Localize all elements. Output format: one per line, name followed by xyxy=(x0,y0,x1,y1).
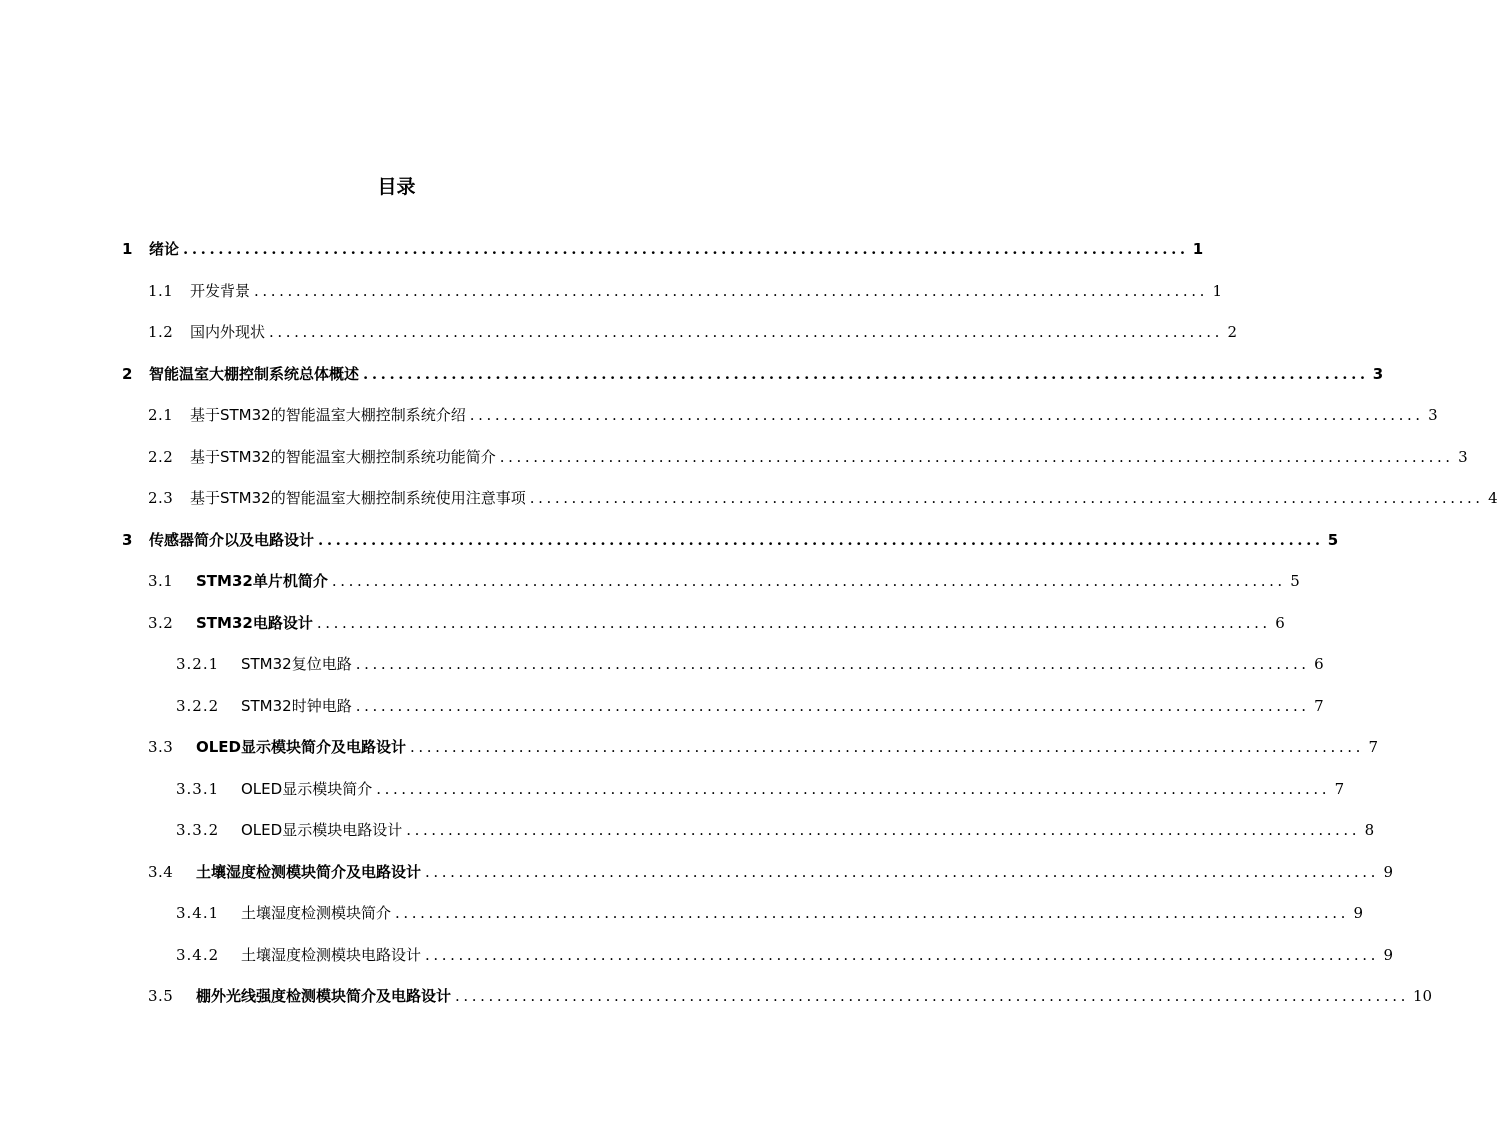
toc-entry[interactable] xyxy=(122,237,1204,261)
toc-leader-dots: .................................................................................................................. xyxy=(376,780,1331,798)
toc-number: 2.3 xyxy=(148,489,174,507)
toc-entry[interactable] xyxy=(148,279,1222,303)
toc-number: 3.4 xyxy=(148,863,174,881)
toc-title: OLED显示模块简介 xyxy=(241,780,373,798)
toc-title: STM32时钟电路 xyxy=(241,697,352,715)
toc-title: 绪论 xyxy=(149,240,180,258)
toc-entry[interactable] xyxy=(122,528,1339,552)
toc-title: 智能温室大棚控制系统总体概述 xyxy=(149,365,360,383)
toc-leader-dots: .................................................................................................................. xyxy=(455,987,1409,1005)
toc-title: 基于STM32的智能温室大棚控制系统介绍 xyxy=(190,406,466,424)
toc-page-number: 1 xyxy=(1192,240,1204,258)
toc-title: 棚外光线强度检测模块简介及电路设计 xyxy=(196,987,452,1005)
toc-page-number: 4 xyxy=(1488,489,1498,507)
toc-entry[interactable] xyxy=(122,362,1384,386)
toc-title: 基于STM32的智能温室大棚控制系统使用注意事项 xyxy=(190,489,526,507)
toc-number: 3.2.1 xyxy=(176,655,220,673)
toc-page-number: 7 xyxy=(1368,738,1378,756)
toc-page-number: 3 xyxy=(1428,406,1438,424)
toc-leader-dots: .................................................................................................................. xyxy=(254,282,1208,300)
toc-leader-dots: .................................................................................................................. xyxy=(355,697,1310,715)
toc-page-number: 6 xyxy=(1275,614,1285,632)
toc-page-number: 3 xyxy=(1458,448,1468,466)
toc-title: 土壤湿度检测模块简介 xyxy=(241,904,392,922)
toc-leader-dots: .................................................................................................................. xyxy=(410,738,1364,756)
toc-entry[interactable] xyxy=(176,901,1363,925)
toc-number: 2.2 xyxy=(148,448,174,466)
toc-leader-dots: .................................................................................................................. xyxy=(183,240,1189,258)
toc-title: 国内外现状 xyxy=(190,323,266,341)
toc-number: 3.3 xyxy=(148,738,174,756)
toc-page-number: 5 xyxy=(1327,531,1339,549)
toc-number: 2 xyxy=(122,365,133,383)
toc-entry[interactable] xyxy=(148,735,1378,759)
toc-page-number: 10 xyxy=(1412,987,1433,1005)
toc-number: 1.2 xyxy=(148,323,174,341)
toc-leader-dots: .................................................................................................................. xyxy=(355,655,1310,673)
toc-leader-dots: .................................................................................................................. xyxy=(406,821,1361,839)
toc-page-number: 9 xyxy=(1383,863,1393,881)
toc-page-number: 2 xyxy=(1227,323,1237,341)
toc-number: 3 xyxy=(122,531,133,549)
toc-entry[interactable] xyxy=(148,569,1300,593)
toc-number: 3.4.1 xyxy=(176,904,220,922)
toc-title: STM32电路设计 xyxy=(196,614,313,632)
toc-number: 3.5 xyxy=(148,987,174,1005)
toc-entry[interactable] xyxy=(148,860,1393,884)
toc-title: STM32单片机简介 xyxy=(196,572,328,590)
toc-entry[interactable] xyxy=(148,403,1438,427)
toc-title: 开发背景 xyxy=(190,282,251,300)
toc-page-number: 9 xyxy=(1353,904,1363,922)
toc-number: 3.3.1 xyxy=(176,780,220,798)
toc-title: 土壤湿度检测模块简介及电路设计 xyxy=(196,863,422,881)
toc-number: 1.1 xyxy=(148,282,174,300)
toc-page-number: 8 xyxy=(1364,821,1375,839)
toc-number: 2.1 xyxy=(148,406,174,424)
toc-number: 3.1 xyxy=(148,572,174,590)
toc-page-number: 7 xyxy=(1334,780,1345,798)
toc-leader-dots: .................................................................................................................. xyxy=(363,365,1369,383)
toc-title: STM32复位电路 xyxy=(241,655,352,673)
toc-leader-dots: .................................................................................................................. xyxy=(499,448,1454,466)
toc-title: 土壤湿度检测模块电路设计 xyxy=(241,946,422,964)
toc-page-number: 1 xyxy=(1212,282,1222,300)
toc-leader-dots: .................................................................................................................. xyxy=(269,323,1223,341)
toc-title: OLED显示模块电路设计 xyxy=(241,821,403,839)
toc-number: 3.2.2 xyxy=(176,697,220,715)
toc-leader-dots: .................................................................................................................. xyxy=(318,531,1324,549)
toc-number: 3.2 xyxy=(148,614,174,632)
toc-entry[interactable] xyxy=(176,943,1393,967)
toc-leader-dots: .................................................................................................................. xyxy=(316,614,1271,632)
toc-leader-dots: .................................................................................................................. xyxy=(469,406,1424,424)
toc-page-number: 9 xyxy=(1383,946,1393,964)
toc-entry[interactable] xyxy=(148,984,1433,1008)
toc-page-number: 7 xyxy=(1314,697,1324,715)
toc-title: OLED显示模块简介及电路设计 xyxy=(196,738,407,756)
toc-number: 3.3.2 xyxy=(176,821,220,839)
toc-number: 3.4.2 xyxy=(176,946,220,964)
toc-number: 1 xyxy=(122,240,133,258)
toc-page-number: 3 xyxy=(1372,365,1384,383)
toc-leader-dots: .................................................................................................................. xyxy=(331,572,1286,590)
toc-title: 传感器简介以及电路设计 xyxy=(149,531,315,549)
toc-page-number: 6 xyxy=(1314,655,1324,673)
toc-entry[interactable] xyxy=(148,320,1237,344)
toc-entry[interactable] xyxy=(148,486,1498,510)
toc-entry[interactable] xyxy=(176,777,1345,801)
toc-leader-dots: .................................................................................................................. xyxy=(425,863,1379,881)
toc-leader-dots: .................................................................................................................. xyxy=(529,489,1484,507)
toc-title: 基于STM32的智能温室大棚控制系统功能简介 xyxy=(190,448,496,466)
page-title: 目录 xyxy=(377,176,416,198)
toc-leader-dots: .................................................................................................................. xyxy=(395,904,1349,922)
toc-entry[interactable] xyxy=(176,694,1324,718)
toc-entry[interactable] xyxy=(148,445,1468,469)
toc-entry[interactable] xyxy=(176,818,1375,842)
toc-entry[interactable] xyxy=(176,652,1324,676)
toc-leader-dots: .................................................................................................................. xyxy=(425,946,1379,964)
toc-entry[interactable] xyxy=(148,611,1285,635)
toc-page-number: 5 xyxy=(1290,572,1300,590)
